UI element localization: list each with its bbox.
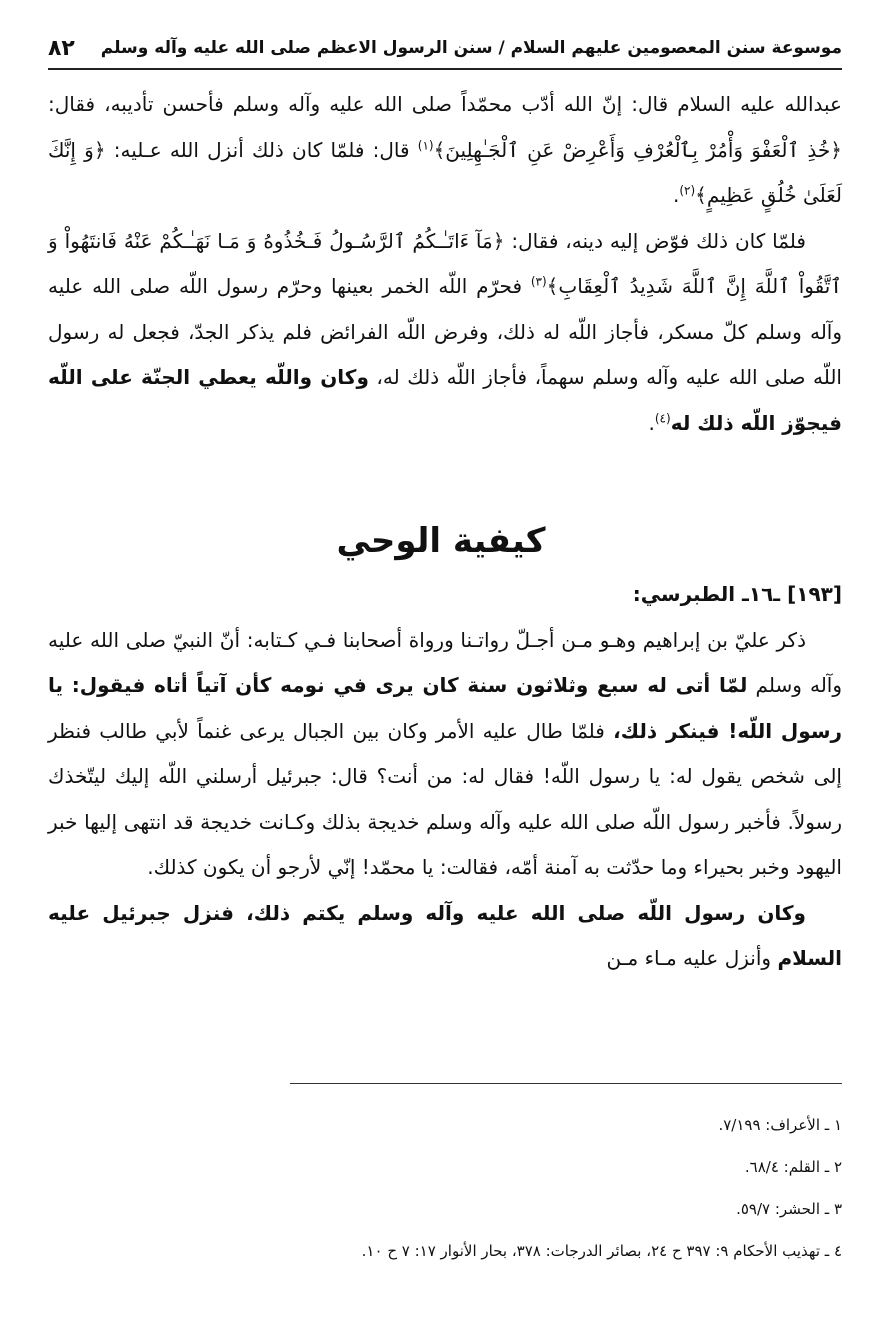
footnote-ref: (١) bbox=[417, 137, 434, 152]
text-segment: فلمّا طال عليه الأمر وكان بين الجبال يرعى غنماً لأبي طالب فنظر إلى شخص يقول له: يا رسول اللّه! فقال له: من أنت؟ قال: جبرئيل أرسلني اللّه إليك ليتّخذك رسولاً. فأخبر رسول اللّه صلى الله عليه وآله وسلم خديجة بذلك وكـانت خديجة قد انتهى إليها خبر اليهود وخبر بحيراء وما حدّثت به آمنة أمّه، فقالت: يا محمّد! إنّي لأرجو أن يكون كذلك. bbox=[48, 718, 842, 879]
text-segment-bold: لمّا أتى له سبع وثلاثون سنة كان يرى في نومه كأن آتياً أتاه فيقول: يا رسول اللّه! فينكر ذلك، bbox=[48, 673, 842, 743]
paragraph bbox=[48, 82, 842, 219]
section-title: كيفية الوحي bbox=[336, 521, 546, 561]
text-segment: وأنزل عليه مـاء مـن bbox=[606, 946, 778, 970]
running-title: موسوعة سنن المعصومين عليهم السلام / سنن الرسول الاعظم صلى الله عليه وآله وسلم bbox=[100, 38, 842, 58]
paragraph bbox=[48, 891, 842, 982]
paragraph bbox=[48, 219, 842, 447]
text-segment: . bbox=[648, 410, 655, 435]
footnote-item: ٤ ـ تهذيب الأحكام ٩: ٣٩٧ ح ٢٤، بصائر الدرجات: ٣٧٨، بحار الأنوار ١٧: ٧ ح ١٠. bbox=[361, 1242, 842, 1260]
footnote-ref: (٣) bbox=[530, 274, 547, 289]
footnote-item: ٢ ـ القلم: ٦٨/٤. bbox=[744, 1158, 842, 1176]
footnote-item: ١ ـ الأعراف: ٧/١٩٩. bbox=[718, 1116, 842, 1134]
text-segment: فحرّم اللّه الخمر بعينها وحرّم رسول اللّه صلى الله عليه وآله وسلم كلّ مسكر، فأجاز اللّه له ذلك، وفرض اللّه الفرائض فلم يذكر الجدّ، فجعل له رسول اللّه صلى الله عليه وآله وسلم سهماً، فأجاز اللّه ذلك له، bbox=[48, 274, 842, 389]
text-segment-bold: وكان واللّه يعطي الجنّة على اللّه فيجوّز اللّه ذلك له bbox=[48, 365, 842, 435]
footnotes bbox=[48, 1104, 842, 1272]
footnote-divider bbox=[290, 1083, 842, 1084]
text-segment-bold: وكان رسول اللّه صلى الله عليه وآله وسلم يكتم ذلك، فنزل جبرئيل عليه السلام bbox=[48, 900, 842, 970]
hadith-text bbox=[48, 572, 842, 982]
text-segment: عبدالله عليه السلام قال: إنّ الله أدّب محمّداً صلى الله عليه وآله وسلم فأحسن تأديبه، فقال: ﴿خُذِ ٱلْعَفْوَ وَأْمُرْ بِٱلْعُرْفِ وَأَعْرِضْ عَنِ ٱلْجَـٰهِلِينَ﴾ bbox=[48, 92, 842, 162]
footnote-ref: (٢) bbox=[679, 183, 696, 198]
hadith-reference: [١٩٣] ـ١٦ـ الطبرسي: bbox=[632, 582, 842, 606]
paragraph bbox=[48, 618, 842, 891]
text-segment: . bbox=[672, 183, 680, 207]
text-segment: قال: فلمّا كان ذلك أنزل الله عـليه: ﴿وَ إِنَّكَ لَعَلَىٰ خُلُقٍ عَظِيمٍ﴾ bbox=[48, 137, 842, 207]
text-segment: ذكر عليّ بن إبراهيم وهـو مـن أجـلّ رواتـنا ورواة أصحابنا فـي كـتابه: أنّ النبيّ صلى الله عليه وآله وسلم bbox=[48, 627, 843, 697]
footnote-item: ٣ ـ الحشر: ٥٩/٧. bbox=[736, 1200, 842, 1218]
page-number: ٨٢ bbox=[48, 35, 75, 61]
text-segment: فلمّا كان ذلك فوّض إليه دينه، فقال: ﴿مَآ ءَاتَـٰـكُمُ ٱلرَّسُـولُ فَـخُذُوهُ وَ مَـا نَهَـٰـكُمْ عَنْهُ فَانتَهُواْ وَ ٱتَّقُواْ ٱللَّهَ إِنَّ ٱللَّهَ شَدِيدُ ٱلْعِقَابِ﴾ bbox=[48, 228, 842, 298]
page-header bbox=[48, 28, 842, 70]
footnote-ref: (٤) bbox=[654, 410, 671, 425]
main-text bbox=[48, 82, 842, 446]
